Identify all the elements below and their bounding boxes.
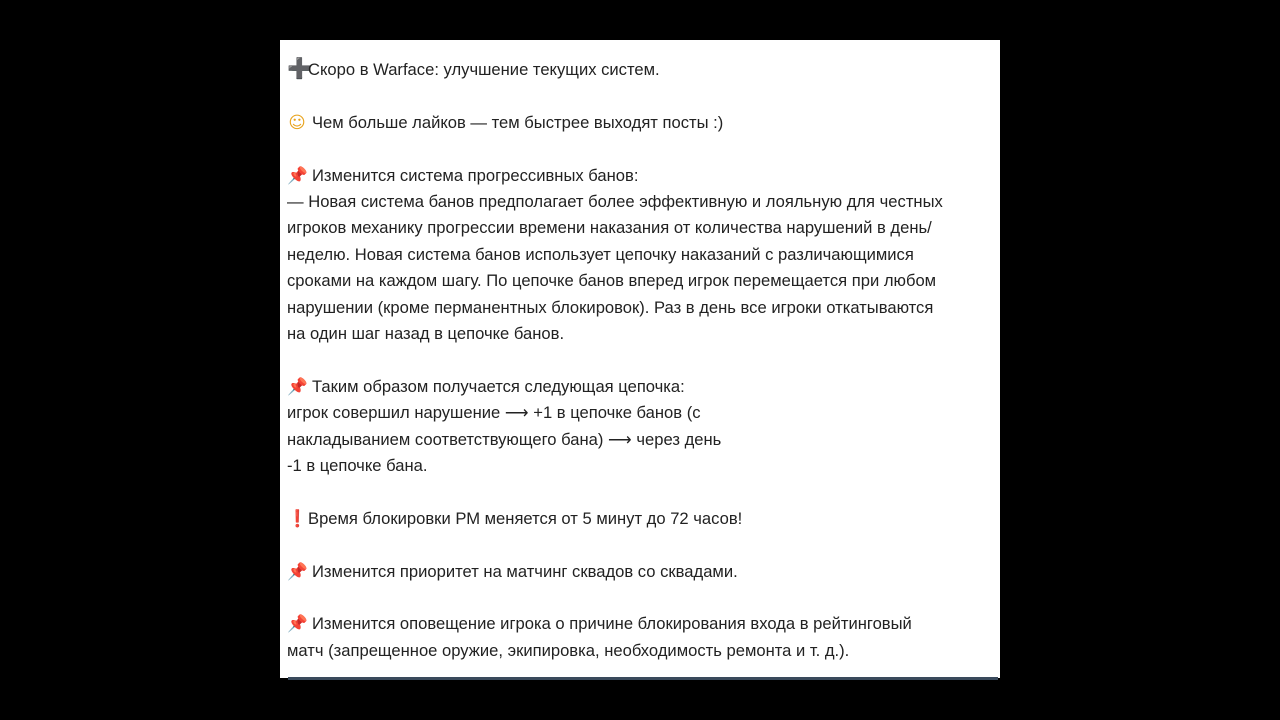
post-line xyxy=(287,559,994,585)
post-line xyxy=(287,110,994,136)
post-text: Изменится приоритет на матчинг сквадов со сквадами. xyxy=(312,561,738,581)
post-line: неделю. Новая система банов использует цепочку наказаний с различающимися xyxy=(287,244,914,264)
post-line xyxy=(287,163,994,189)
post-line: на один шаг назад в цепочке банов. xyxy=(287,324,565,344)
post-paragraph-likes xyxy=(287,110,994,136)
post-text: Чем больше лайков — тем быстрее выходят посты :) xyxy=(312,112,724,132)
post-paragraph-notice xyxy=(287,611,994,664)
attachment-preview-edge xyxy=(288,677,998,680)
post-line: матч (запрещенное оружие, экипировка, необходимость ремонта и т. д.). xyxy=(287,640,850,660)
post-content xyxy=(280,40,1000,678)
post-line xyxy=(287,506,994,532)
post-line: -1 в цепочке бана. xyxy=(287,456,428,476)
post-text: Изменится оповещение игрока о причине блокирования входа в рейтинговый xyxy=(312,614,912,634)
post-line: сроками на каждом шагу. По цепочке банов вперед игрок перемещается при любом xyxy=(287,271,937,291)
post-text: Скоро в Warface: улучшение текущих систем. xyxy=(308,60,660,79)
post-text: Изменится система прогрессивных банов: xyxy=(312,165,639,185)
post-paragraph-rm xyxy=(287,506,994,532)
plus-icon: ➕ xyxy=(287,56,312,80)
pushpin-icon: 📌 xyxy=(287,376,308,396)
post-paragraph-intro xyxy=(287,55,994,83)
exclamation-icon: ❗ xyxy=(287,508,308,528)
post-line: игроков механику прогрессии времени наказания от количества нарушений в день/ xyxy=(287,218,932,238)
post-paragraph-bans xyxy=(287,163,994,348)
pushpin-icon: 📌 xyxy=(287,614,308,634)
post-text: Таким образом получается следующая цепочка: xyxy=(312,376,685,396)
post-line: накладыванием соответствующего бана) ⟶ через день xyxy=(287,429,722,449)
post-line xyxy=(287,55,994,83)
pushpin-icon: 📌 xyxy=(287,165,308,185)
pushpin-icon: 📌 xyxy=(287,561,308,581)
post-line: — Новая система банов предполагает более эффективную и лояльную для честных xyxy=(287,192,943,211)
post-text: Время блокировки РМ меняется от 5 минут до 72 часов! xyxy=(308,508,743,528)
smiling-face-icon: ☺ xyxy=(288,112,306,132)
post-line: нарушении (кроме перманентных блокировок). Раз в день все игроки откатываются xyxy=(287,297,934,317)
post-paragraph-squads xyxy=(287,559,994,585)
post-line xyxy=(287,611,994,637)
post-line: игрок совершил нарушение ⟶ +1 в цепочке банов (с xyxy=(287,403,701,423)
post-paragraph-chain xyxy=(287,374,994,480)
post-line xyxy=(287,374,994,400)
